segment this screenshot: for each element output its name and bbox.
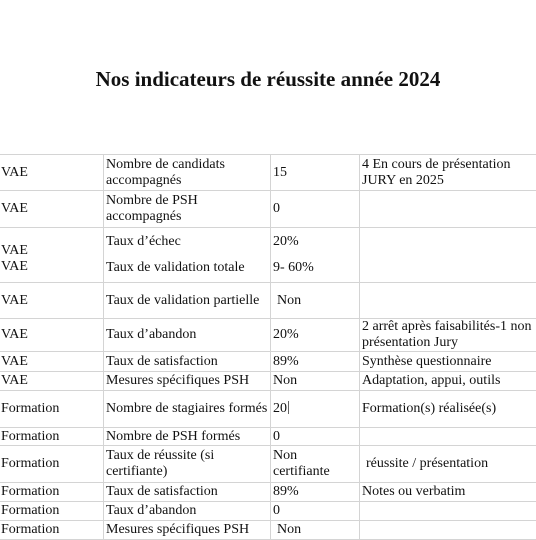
cell-type-line: VAE	[1, 259, 101, 275]
cell-type: VAE	[0, 283, 104, 319]
cell-value: 0	[271, 502, 360, 521]
table-row	[0, 391, 536, 428]
cell-type: Formation	[0, 391, 104, 428]
cell-note	[360, 283, 536, 319]
cell-value: 20%	[271, 319, 360, 352]
cell-type	[0, 228, 104, 283]
cell-indicator: Mesures spécifiques PSH	[104, 521, 271, 540]
cell-note: Adaptation, appui, outils	[360, 372, 536, 391]
cell-type: VAE	[0, 352, 104, 372]
text-cursor	[288, 401, 289, 414]
cell-value	[271, 228, 360, 283]
table-row	[0, 191, 536, 228]
cell-indicator: Mesures spécifiques PSH	[104, 372, 271, 391]
cell-indicator: Taux de réussite (si certifiante)	[104, 446, 271, 483]
cell-note	[360, 191, 536, 228]
cell-indicator-line: Taux d’échec	[106, 234, 268, 250]
cell-type: Formation	[0, 483, 104, 502]
table-row	[0, 352, 536, 372]
cell-indicator	[104, 228, 271, 283]
table-row	[0, 283, 536, 319]
cell-value: Non	[271, 283, 360, 319]
cell-indicator: Nombre de candidats accompagnés	[104, 155, 271, 191]
cell-indicator: Nombre de stagiaires formés	[104, 391, 271, 428]
cell-value: Non	[271, 521, 360, 540]
table-row	[0, 428, 536, 446]
cell-indicator: Taux de satisfaction	[104, 352, 271, 372]
cell-note	[360, 521, 536, 540]
cell-value: Non certifiante	[271, 446, 360, 483]
cell-type: VAE	[0, 319, 104, 352]
cell-value-line: 20%	[273, 234, 357, 250]
cell-type: VAE	[0, 372, 104, 391]
cell-value[interactable]	[271, 391, 360, 428]
table-row	[0, 319, 536, 352]
cell-type: Formation	[0, 446, 104, 483]
cell-indicator-line: Taux de validation totale	[106, 260, 268, 276]
cell-type: Formation	[0, 521, 104, 540]
cell-note	[360, 228, 536, 283]
cell-value: 89%	[271, 483, 360, 502]
indicators-table	[0, 154, 536, 540]
cell-indicator: Taux de satisfaction	[104, 483, 271, 502]
cell-note: 4 En cours de présentation JURY en 2025	[360, 155, 536, 191]
cell-note	[360, 502, 536, 521]
cell-note: 2 arrêt après faisabilités-1 non présentation Jury	[360, 319, 536, 352]
table-row	[0, 483, 536, 502]
cell-indicator: Nombre de PSH accompagnés	[104, 191, 271, 228]
cell-type-line: VAE	[1, 243, 101, 259]
cell-value-line: 9- 60%	[273, 260, 357, 276]
table-row	[0, 155, 536, 191]
table-row	[0, 372, 536, 391]
cell-value: 0	[271, 428, 360, 446]
cell-note: Formation(s) réalisée(s)	[360, 391, 536, 428]
cell-note: réussite / présentation	[360, 446, 536, 483]
value-text: 20	[273, 401, 287, 416]
cell-note	[360, 428, 536, 446]
cell-value: 0	[271, 191, 360, 228]
page-title: Nos indicateurs de réussite année 2024	[0, 66, 536, 92]
cell-value: Non	[271, 372, 360, 391]
cell-type: Formation	[0, 502, 104, 521]
cell-value: 15	[271, 155, 360, 191]
cell-indicator: Taux d’abandon	[104, 502, 271, 521]
cell-indicator: Taux de validation partielle	[104, 283, 271, 319]
cell-type: Formation	[0, 428, 104, 446]
table-row	[0, 521, 536, 540]
table-row	[0, 446, 536, 483]
cell-type: VAE	[0, 155, 104, 191]
cell-type: VAE	[0, 191, 104, 228]
cell-value: 89%	[271, 352, 360, 372]
table-row	[0, 228, 536, 283]
cell-note: Notes ou verbatim	[360, 483, 536, 502]
cell-indicator: Nombre de PSH formés	[104, 428, 271, 446]
table-row	[0, 502, 536, 521]
cell-indicator: Taux d’abandon	[104, 319, 271, 352]
cell-note: Synthèse questionnaire	[360, 352, 536, 372]
